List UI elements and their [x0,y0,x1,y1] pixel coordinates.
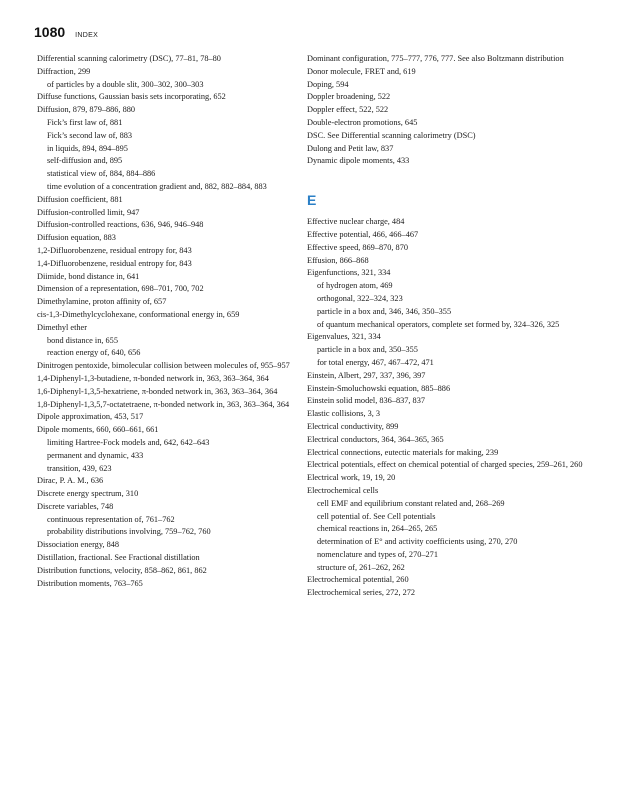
index-subentry: orthogonal, 322–324, 323 [317,293,403,303]
index-column-right [307,53,592,600]
index-entry: Dimethylamine, proton affinity of, 657 [37,297,167,307]
index-entry: Differential scanning calorimetry (DSC), 77–81, 78–80 [37,54,221,63]
index-subentry: of hydrogen atom, 469 [317,281,393,291]
index-entry: Eigenvalues, 321, 334 [307,332,381,342]
index-subentry: permanent and dynamic, 433 [47,450,144,460]
index-group-d [307,53,592,168]
index-entry: Electrochemical cells [307,485,379,495]
index-subentry: reaction energy of, 640, 656 [47,348,141,358]
section-letter-heading: E [307,192,317,209]
index-subentry: bond distance in, 655 [47,335,118,345]
index-entry: Diffusion-controlled reactions, 636, 946, 946–948 [37,220,204,230]
index-subentry: Fick’s second law of, 883 [47,130,133,140]
index-entry: Dipole moments, 660, 660–661, 661 [37,425,159,435]
index-entry: 1,4-Difluorobenzene, residual entropy for, 843 [37,258,192,268]
index-entry: Diffuse functions, Gaussian basis sets incorporating, 652 [37,92,226,102]
index-entry: Distribution functions, velocity, 858–862, 861, 862 [37,565,207,575]
index-subentry: particle in a box and, 346, 346, 350–355 [317,306,452,316]
index-entry: DSC. See Differential scanning calorimetry (DSC) [307,130,476,140]
index-entry: Effective speed, 869–870, 870 [307,242,408,252]
index-subentry: for total energy, 467, 467–472, 471 [317,357,434,367]
index-subentry: determination of E° and activity coefficients using, 270, 270 [317,537,518,547]
index-entry: Dipole approximation, 453, 517 [37,412,144,422]
index-entry: Dimension of a representation, 698–701, 700, 702 [37,284,204,294]
index-entry: Doping, 594 [307,79,349,89]
index-entry: Einstein, Albert, 297, 337, 396, 397 [307,370,426,380]
index-entry: Diffusion equation, 883 [37,233,116,243]
index-entry: Elastic collisions, 3, 3 [307,409,381,419]
index-subentry: of particles by a double slit, 300–302, 300–303 [47,79,204,89]
index-entry: Electrical potentials, effect on chemical potential of charged species, 259–261, 260 [307,460,583,470]
running-head: INDEX [75,32,99,39]
index-entry: 1,8-Diphenyl-1,3,5,7-octatetraene, π-bonded network in, 363, 363–364, 364 [37,399,290,409]
index-entry: Diffusion, 879, 879–886, 880 [37,105,136,115]
index-entry: Discrete variables, 748 [37,501,114,511]
index-subentry: Fick’s first law of, 881 [47,117,123,127]
index-entry: Dulong and Petit law, 837 [307,143,394,153]
index-entry: Diimide, bond distance in, 641 [37,271,140,281]
index-entry: Dinitrogen pentoxide, bimolecular collision between molecules of, 955–957 [37,361,290,371]
index-entry: Einstein solid model, 836–837, 837 [307,396,425,406]
index-subentry: self-diffusion and, 895 [47,156,123,166]
index-subentry: limiting Hartree-Fock models and, 642, 642–643 [47,437,210,447]
index-subentry: nomenclature and types of, 270–271 [317,549,438,559]
index-subentry: in liquids, 894, 894–895 [47,143,128,153]
index-entry: Dissociation energy, 848 [37,540,120,550]
index-subentry: transition, 439, 623 [47,463,112,473]
index-entry: Dynamic dipole moments, 433 [307,156,410,166]
index-entry: Electrochemical series, 272, 272 [307,588,416,598]
index-entry: Donor molecule, FRET and, 619 [307,66,416,76]
index-entry: Electrical conductivity, 899 [307,421,399,431]
index-entry: cis-1,3-Dimethylcyclohexane, conformational energy in, 659 [37,309,240,319]
index-entry: Diffusion coefficient, 881 [37,194,123,204]
page-number: 1080 [34,24,66,40]
index-entry: Effective potential, 466, 466–467 [307,229,419,239]
index-entry: Electrochemical potential, 260 [307,575,409,585]
index-entry: 1,2-Difluorobenzene, residual entropy for, 843 [37,245,192,255]
index-subentry: cell potential of. See Cell potentials [317,511,436,521]
index-subentry: probability distributions involving, 759–762, 760 [47,527,211,537]
index-entry: Diffusion-controlled limit, 947 [37,207,140,217]
index-subentry: time evolution of a concentration gradient and, 882, 882–884, 883 [47,181,267,191]
index-entry: Dominant configuration, 775–777, 776, 777. See also Boltzmann distribution [307,54,564,63]
index-group-e [307,216,592,600]
index-entry: Discrete energy spectrum, 310 [37,489,139,499]
index-entry: Dimethyl ether [37,322,87,332]
index-entry: Eigenfunctions, 321, 334 [307,268,391,278]
index-entry: Electrical connections, eutectic materials for making, 239 [307,447,499,457]
index-entry: Doppler effect, 522, 522 [307,105,389,115]
index-entry: Electrical conductors, 364, 364–365, 365 [307,434,444,444]
index-subentry: statistical view of, 884, 884–886 [47,169,156,179]
index-entry: Dirac, P. A. M., 636 [37,476,104,486]
index-entry: Distillation, fractional. See Fractional distillation [37,553,200,563]
index-entry: 1,6-Diphenyl-1,3,5-hexatriene, π-bonded network in, 363, 363–364, 364 [37,386,278,396]
index-entry: 1,4-Diphenyl-1,3-butadiene, π-bonded network in, 363, 363–364, 364 [37,373,269,383]
index-entry: Distribution moments, 763–765 [37,578,143,588]
index-entry: Diffraction, 299 [37,66,91,76]
index-entry: Effective nuclear charge, 484 [307,217,405,227]
index-subentry: structure of, 261–262, 262 [317,562,405,572]
index-subentry: particle in a box and, 350–355 [317,345,418,355]
index-subentry: chemical reactions in, 264–265, 265 [317,524,438,534]
page-header [34,24,98,40]
index-entry: Effusion, 866–868 [307,255,369,265]
index-entry: Einstein-Smoluchowski equation, 885–886 [307,383,451,393]
index-entry: Double-electron promotions, 645 [307,117,418,127]
index-subentry: cell EMF and equilibrium constant related and, 268–269 [317,498,505,508]
index-column-left [37,53,322,590]
index-entry: Electrical work, 19, 19, 20 [307,473,396,483]
index-subentry: continuous representation of, 761–762 [47,514,175,524]
index-entry: Doppler broadening, 522 [307,92,391,102]
index-subentry: of quantum mechanical operators, complete set formed by, 324–326, 325 [317,319,560,329]
